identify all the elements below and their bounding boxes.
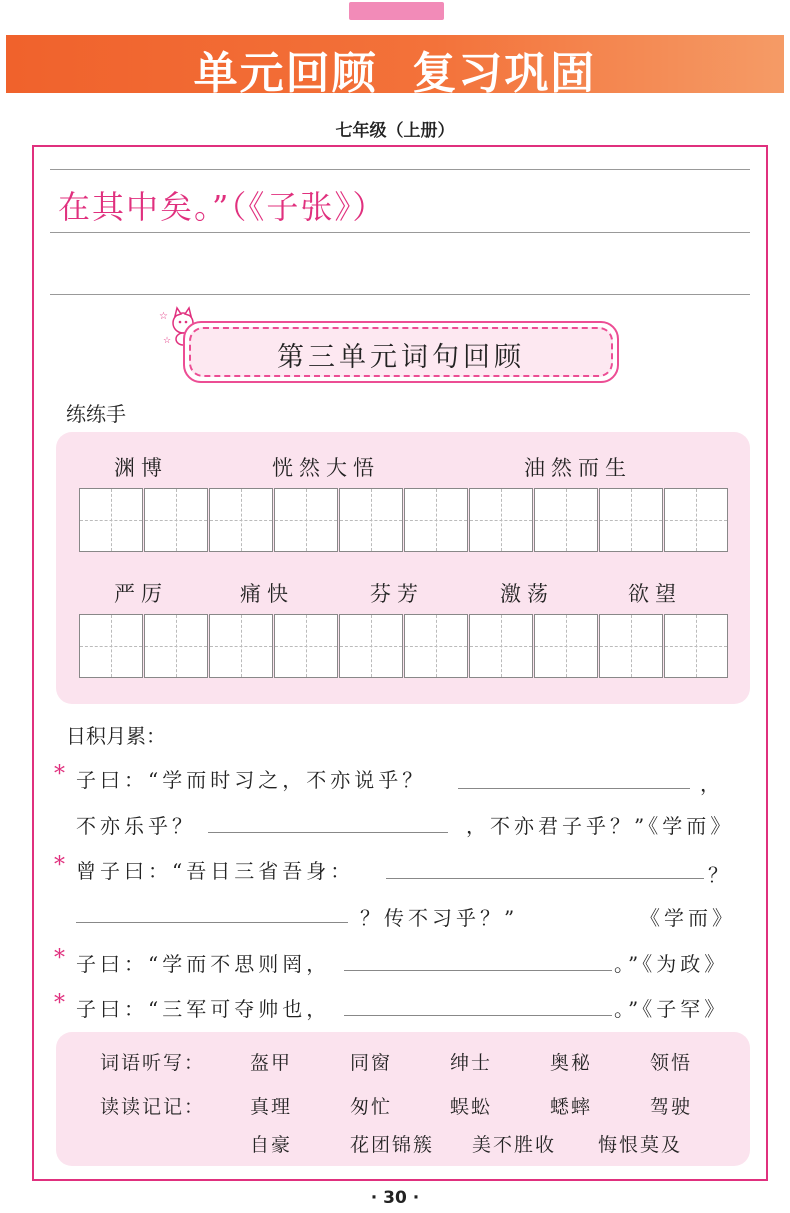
memorize-word: 匆忙 <box>350 1096 393 1118</box>
practice-label: 练练手 <box>66 402 126 426</box>
quote-2-middle: ？传不习乎？” <box>360 906 519 930</box>
star-marker: * <box>54 991 65 1016</box>
star-marker: * <box>54 946 65 971</box>
writing-line <box>50 232 750 233</box>
memorize-word: 驾驶 <box>650 1096 693 1118</box>
quote-2-qmark: ？ <box>708 863 732 887</box>
answer-blank-2[interactable] <box>208 832 448 833</box>
quote-3-end: 。”《为政》 <box>614 952 729 976</box>
dictation-word: 盔甲 <box>250 1052 293 1074</box>
memorize-label: 读读记记： <box>100 1096 206 1118</box>
writing-cell[interactable] <box>339 614 403 678</box>
writing-cell[interactable] <box>469 488 533 552</box>
accumulate-label: 日积月累： <box>66 724 166 748</box>
top-tab-decoration <box>349 2 444 20</box>
section-title-box <box>183 321 619 383</box>
memorize-word: 蟋蟀 <box>550 1096 593 1118</box>
writing-cell[interactable] <box>274 614 338 678</box>
tianzige-row-1 <box>79 488 729 552</box>
writing-cell[interactable] <box>144 614 208 678</box>
dictation-word: 领悟 <box>650 1052 693 1074</box>
header-banner <box>6 35 784 99</box>
dictation-word: 奥秘 <box>550 1052 593 1074</box>
practice-word: 恍然大悟 <box>272 456 380 480</box>
dictation-word: 绅士 <box>450 1052 493 1074</box>
practice-word: 痛快 <box>240 582 294 606</box>
banner-title: 单元回顾 复习巩固 <box>193 48 597 99</box>
writing-cell[interactable] <box>599 488 663 552</box>
writing-cell[interactable] <box>209 614 273 678</box>
answer-blank-1[interactable] <box>458 788 690 789</box>
answer-blank-5[interactable] <box>344 970 612 971</box>
grade-label: 七年级（上册） <box>335 121 455 141</box>
memorize-word: 悔恨莫及 <box>598 1134 683 1156</box>
writing-cell[interactable] <box>79 488 143 552</box>
writing-cell[interactable] <box>664 614 728 678</box>
memorize-word: 蜈蚣 <box>450 1096 493 1118</box>
writing-cell[interactable] <box>404 488 468 552</box>
practice-word: 油然而生 <box>524 456 632 480</box>
writing-cell[interactable] <box>79 614 143 678</box>
practice-word: 严厉 <box>114 582 168 606</box>
section-title: 第三单元词句回顾 <box>277 342 525 373</box>
writing-cell[interactable] <box>209 488 273 552</box>
quote-1-start: 子曰：“学而时习之，不亦说乎？ <box>76 768 427 792</box>
answer-blank-3[interactable] <box>386 878 704 879</box>
svg-text:☆: ☆ <box>159 311 168 322</box>
writing-line <box>50 169 750 170</box>
memorize-word: 花团锦簇 <box>350 1134 435 1156</box>
memorize-word: 美不胜收 <box>472 1134 557 1156</box>
quote-3-start: 子曰：“学而不思则罔， <box>76 952 331 976</box>
quote-2-start: 曾子曰：“吾日三省吾身： <box>76 859 355 883</box>
writing-cell[interactable] <box>339 488 403 552</box>
practice-word: 渊博 <box>114 456 168 480</box>
practice-word: 欲望 <box>628 582 682 606</box>
dictation-label: 词语听写： <box>100 1052 206 1074</box>
practice-word: 芬芳 <box>370 582 424 606</box>
writing-cell[interactable] <box>534 614 598 678</box>
quote-1-comma: ， <box>700 772 724 796</box>
page-number: · 30 · <box>370 1188 420 1208</box>
copy-excerpt: 在其中矣。”（《子张》） <box>58 188 387 226</box>
answer-blank-4[interactable] <box>76 922 348 923</box>
writing-cell[interactable] <box>404 614 468 678</box>
memorize-word: 真理 <box>250 1096 293 1118</box>
quote-4-end: 。”《子罕》 <box>614 997 729 1021</box>
writing-cell[interactable] <box>469 614 533 678</box>
quote-4-start: 子曰：“三军可夺帅也， <box>76 997 331 1021</box>
section-title-inner <box>189 327 613 377</box>
writing-cell[interactable] <box>144 488 208 552</box>
quote-2-source: 《学而》 <box>640 906 736 930</box>
writing-line <box>50 294 750 295</box>
writing-cell[interactable] <box>664 488 728 552</box>
writing-cell[interactable] <box>534 488 598 552</box>
star-marker: * <box>54 853 65 878</box>
answer-blank-6[interactable] <box>344 1015 612 1016</box>
quote-1-end: ，不亦君子乎？”《学而》 <box>466 814 735 838</box>
writing-cell[interactable] <box>274 488 338 552</box>
memorize-word: 自豪 <box>250 1134 293 1156</box>
tianzige-row-2 <box>79 614 729 678</box>
star-marker: * <box>54 762 65 787</box>
svg-text:☆: ☆ <box>163 336 172 346</box>
dictation-word: 同窗 <box>350 1052 393 1074</box>
practice-word: 激荡 <box>500 582 554 606</box>
quote-1-middle: 不亦乐乎？ <box>76 814 196 838</box>
writing-cell[interactable] <box>599 614 663 678</box>
